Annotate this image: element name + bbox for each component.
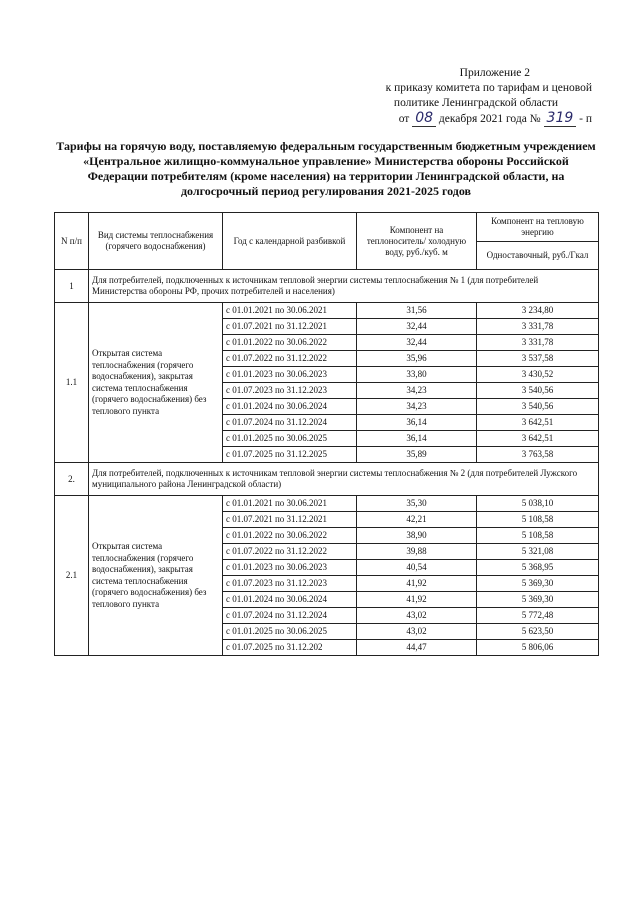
group-row [55, 270, 599, 303]
heat-component-cell: 3 537,58 [477, 351, 599, 367]
period-cell: с 01.07.2022 по 31.12.2022 [223, 544, 357, 560]
heat-component-cell: 3 331,78 [477, 335, 599, 351]
header-period: Год с календарной разбивкой [223, 213, 357, 270]
water-component-cell: 32,44 [357, 319, 477, 335]
period-cell: с 01.07.2024 по 31.12.2024 [223, 415, 357, 431]
water-component-cell: 35,96 [357, 351, 477, 367]
water-component-cell: 39,88 [357, 544, 477, 560]
period-cell: с 01.01.2025 по 30.06.2025 [223, 431, 357, 447]
water-component-cell: 35,89 [357, 447, 477, 463]
table-row [55, 496, 599, 512]
system-type: Открытая система теплоснабжения (горячего водоснабжения), закрытая система теплоснабжения (горячего водоснабжения) без теплового пункта [89, 496, 223, 656]
heat-component-cell: 5 321,08 [477, 544, 599, 560]
period-cell: с 01.01.2023 по 30.06.2023 [223, 560, 357, 576]
group-description: Для потребителей, подключенных к источникам тепловой энергии системы теплоснабжения № 1 (для потребителей Министерства обороны РФ, прочих потребителей и населения) [89, 270, 599, 303]
period-cell: с 01.01.2021 по 30.06.2021 [223, 496, 357, 512]
heat-component-cell: 3 540,56 [477, 383, 599, 399]
group-description: Для потребителей, подключенных к источникам тепловой энергии системы теплоснабжения № 2 (для потребителей Лужского муниципального района Ленинградской области) [89, 463, 599, 496]
period-cell: с 01.01.2021 по 30.06.2021 [223, 303, 357, 319]
heat-component-cell: 3 642,51 [477, 431, 599, 447]
water-component-cell: 32,44 [357, 335, 477, 351]
appendix-committee-line: политике Ленинградской области [393, 97, 559, 109]
water-component-cell: 41,92 [357, 592, 477, 608]
appendix-title: Приложение 2 [459, 67, 530, 79]
header-heat-sub: Одноставочный, руб./Гкал [477, 241, 599, 270]
period-cell: с 01.01.2022 по 30.06.2022 [223, 335, 357, 351]
table-header-row [55, 213, 599, 242]
heat-component-cell: 3 234,80 [477, 303, 599, 319]
sub-number: 1.1 [55, 303, 89, 463]
water-component-cell: 44,47 [357, 640, 477, 656]
group-row [55, 463, 599, 496]
group-number: 2. [55, 463, 89, 496]
period-cell: с 01.01.2025 по 30.06.2025 [223, 624, 357, 640]
period-cell: с 01.01.2024 по 30.06.2024 [223, 592, 357, 608]
period-cell: с 01.07.2023 по 31.12.2023 [223, 576, 357, 592]
date-rest: декабря 2021 года № [438, 113, 541, 125]
period-cell: с 01.07.2025 по 31.12.202 [223, 640, 357, 656]
heat-component-cell: 3 540,56 [477, 399, 599, 415]
heat-component-cell: 5 108,58 [477, 512, 599, 528]
table-body [55, 270, 599, 656]
period-cell: с 01.07.2021 по 31.12.2021 [223, 319, 357, 335]
heat-component-cell: 5 368,95 [477, 560, 599, 576]
water-component-cell: 36,14 [357, 431, 477, 447]
appendix-order-line: к приказу комитета по тарифам и ценовой [385, 82, 592, 94]
heat-component-cell: 3 642,51 [477, 415, 599, 431]
heat-component-cell: 5 369,30 [477, 576, 599, 592]
heat-component-cell: 5 623,50 [477, 624, 599, 640]
date-day: 08 [412, 110, 436, 127]
heat-component-cell: 3 331,78 [477, 319, 599, 335]
heat-component-cell: 5 369,30 [477, 592, 599, 608]
water-component-cell: 33,80 [357, 367, 477, 383]
water-component-cell: 43,02 [357, 624, 477, 640]
system-type: Открытая система теплоснабжения (горячего водоснабжения), закрытая система теплоснабжения (горячего водоснабжения) без теплового пункта [89, 303, 223, 463]
period-cell: с 01.01.2022 по 30.06.2022 [223, 528, 357, 544]
period-cell: с 01.07.2023 по 31.12.2023 [223, 383, 357, 399]
period-cell: с 01.07.2025 по 31.12.2025 [223, 447, 357, 463]
period-cell: с 01.07.2022 по 31.12.2022 [223, 351, 357, 367]
water-component-cell: 38,90 [357, 528, 477, 544]
heat-component-cell: 3 430,52 [477, 367, 599, 383]
heat-component-cell: 5 108,58 [477, 528, 599, 544]
heat-component-cell: 5 038,10 [477, 496, 599, 512]
heat-component-cell: 3 763,58 [477, 447, 599, 463]
water-component-cell: 41,92 [357, 576, 477, 592]
group-number: 1 [55, 270, 89, 303]
water-component-cell: 43,02 [357, 608, 477, 624]
heat-component-cell: 5 806,06 [477, 640, 599, 656]
document-title: Тарифы на горячую воду, поставляемую федеральным государственным бюджетным учреждением «Центральное жилищно-коммунальное управление» Министерства обороны Российской Федерации потребителям (кроме населения) на территории Ленинградской области, на долгосрочный период регулирования 2021-2025 годов [56, 139, 596, 198]
period-cell: с 01.01.2023 по 30.06.2023 [223, 367, 357, 383]
header-water: Компонент на теплоноситель/ холодную воду, руб./куб. м [357, 213, 477, 270]
water-component-cell: 34,23 [357, 383, 477, 399]
appendix-block [340, 66, 592, 127]
period-cell: с 01.01.2024 по 30.06.2024 [223, 399, 357, 415]
header-system: Вид системы теплоснабжения (горячего водоснабжения) [89, 213, 223, 270]
water-component-cell: 40,54 [357, 560, 477, 576]
tariff-table [54, 212, 599, 656]
period-cell: с 01.07.2021 по 31.12.2021 [223, 512, 357, 528]
water-component-cell: 34,23 [357, 399, 477, 415]
header-num: N п/п [55, 213, 89, 270]
table-row [55, 303, 599, 319]
order-number: 319 [544, 110, 577, 127]
water-component-cell: 31,56 [357, 303, 477, 319]
appendix-date-line [340, 111, 592, 127]
period-cell: с 01.07.2024 по 31.12.2024 [223, 608, 357, 624]
date-prefix: от [398, 113, 410, 125]
water-component-cell: 36,14 [357, 415, 477, 431]
header-heat: Компонент на тепловую энергию [477, 213, 599, 242]
water-component-cell: 35,30 [357, 496, 477, 512]
heat-component-cell: 5 772,48 [477, 608, 599, 624]
sub-number: 2.1 [55, 496, 89, 656]
water-component-cell: 42,21 [357, 512, 477, 528]
order-suffix: - п [579, 113, 592, 125]
